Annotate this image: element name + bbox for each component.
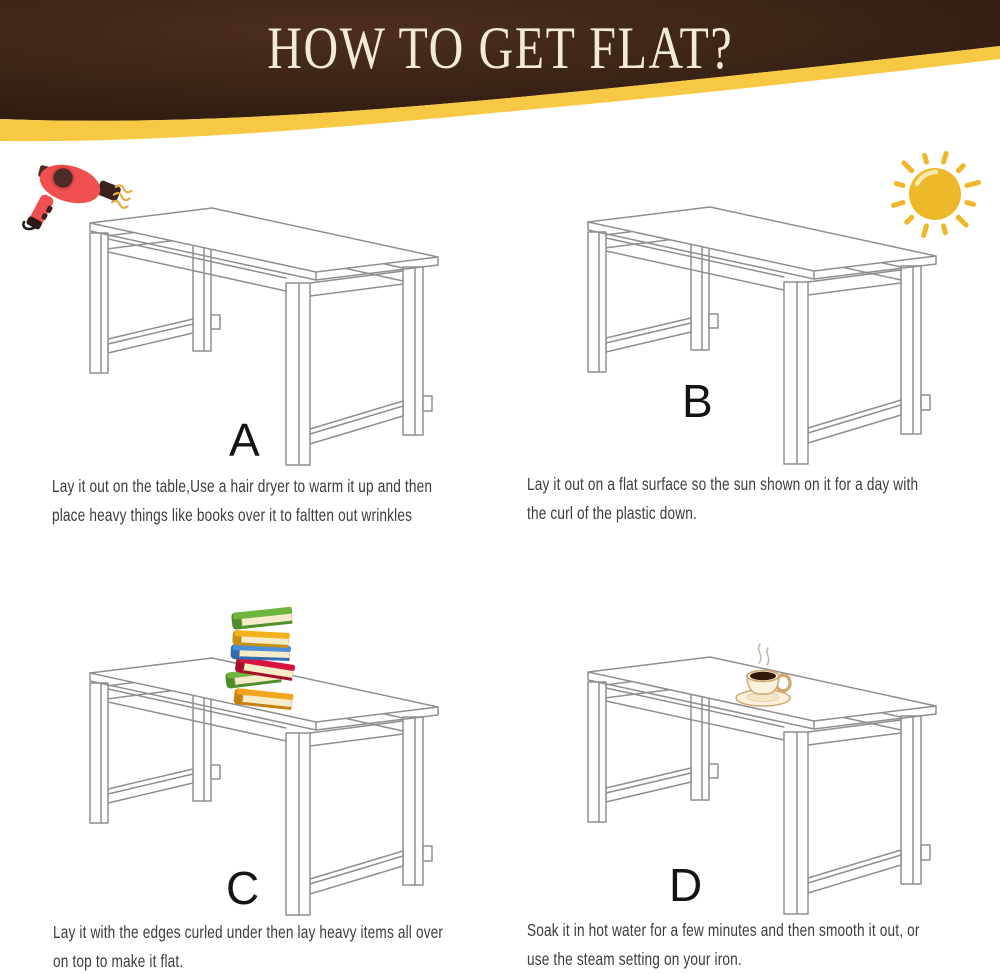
caption-d-line2: use the steam setting on your iron. (527, 948, 742, 969)
caption-c-line2: on top to make it flat. (53, 950, 184, 971)
caption-a (52, 472, 432, 529)
caption-a-line2: place heavy things like books over it to faltten out wrinkles (52, 504, 413, 525)
step-label-d: D (669, 859, 703, 911)
table-illustration-a (85, 203, 450, 478)
caption-c (53, 918, 443, 974)
hair-dryer-icon (18, 152, 143, 237)
book-stack-icon (220, 604, 305, 716)
caption-d (527, 916, 920, 973)
step-label-a: A (229, 414, 260, 466)
steam-wisps (759, 644, 769, 665)
coffee-cup-icon (730, 640, 805, 715)
header-banner (0, 0, 1000, 160)
step-label-b: B (682, 375, 713, 427)
caption-b (527, 470, 918, 527)
table-illustration-b (583, 202, 948, 477)
step-label-c: C (226, 862, 260, 914)
caption-b-line2: the curl of the plastic down. (527, 502, 697, 523)
sun-disc (909, 168, 961, 220)
page-title: HOW TO GET FLAT? (266, 15, 734, 81)
caption-c-line1: Lay it with the edges curled under then lay heavy items all over (53, 922, 444, 942)
sun-icon (890, 150, 982, 242)
caption-b-line1: Lay it out on a flat surface so the sun shown on it for a day with (527, 474, 919, 494)
caption-a-line1: Lay it out on the table,Use a hair dryer to warm it up and then (52, 476, 433, 496)
caption-d-line1: Soak it in hot water for a few minutes and then smooth it out, or (527, 920, 920, 940)
